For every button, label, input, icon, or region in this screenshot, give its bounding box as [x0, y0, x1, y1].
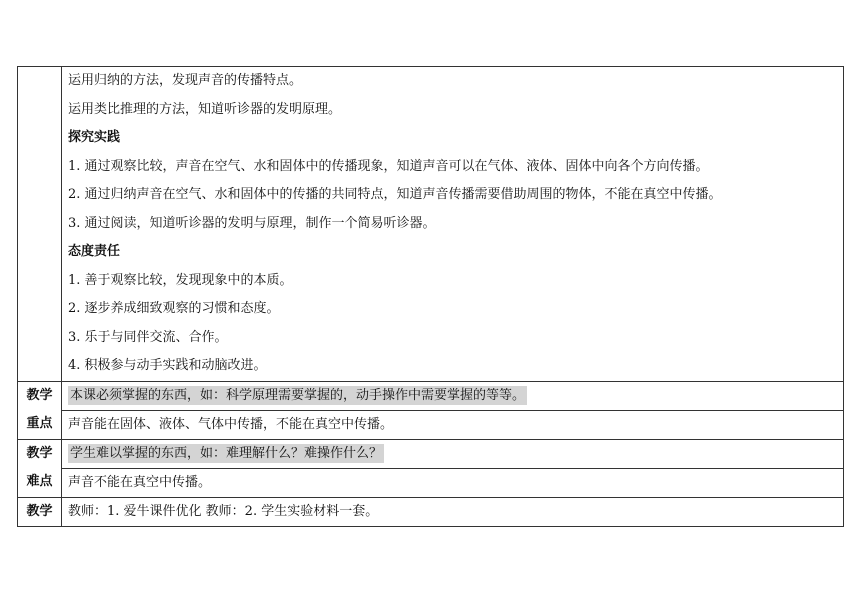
difficulties-hint-line [62, 440, 843, 468]
inquiry-item: 3. 通过阅读，知道听诊器的发明与原理，制作一个简易听诊器。 [68, 215, 436, 231]
attitude-heading: 态度责任 [68, 244, 121, 259]
difficulties-row [18, 439, 844, 497]
objective-line: 运用归纳的方法，发现声音的传播特点。 [68, 73, 303, 88]
attitude-item: 1. 善于观察比较，发现现象中的本质。 [68, 272, 293, 288]
objectives-row [18, 67, 844, 382]
preparation-content: 教师：1. 爱牛课件优化 教师：2. 学生实验材料一套。 [68, 503, 379, 519]
difficulties-label: 难点 [26, 474, 53, 489]
attitude-item: 2. 逐步养成细致观察的习惯和态度。 [68, 301, 280, 316]
objectives-label-cell [18, 67, 62, 382]
difficulties-content: 声音不能在真空中传播。 [62, 468, 843, 497]
difficulties-hint: 学生难以掌握的东西，如：难理解什么？难操作什么？ [70, 445, 383, 461]
difficulties-label: 教学 [26, 445, 53, 461]
difficulties-content-cell [62, 439, 844, 497]
lesson-plan-table [17, 66, 844, 527]
key-points-label-cell [18, 381, 62, 439]
key-points-label: 重点 [26, 416, 53, 431]
preparation-label: 教学 [26, 503, 53, 519]
key-points-hint: 本课必须掌握的东西，如：科学原理需要掌握的，动手操作中需要掌握的等等。 [70, 387, 526, 403]
difficulties-label-cell [18, 439, 62, 497]
key-points-hint-line [62, 382, 843, 410]
objectives-content-cell [62, 67, 844, 382]
preparation-row [18, 497, 844, 527]
attitude-item: 4. 积极参与动手实践和动脑改进。 [68, 358, 267, 373]
preparation-content-cell [62, 497, 844, 527]
objective-line: 运用类比推理的方法，知道听诊器的发明原理。 [68, 101, 342, 117]
key-points-label: 教学 [26, 387, 53, 403]
inquiry-item: 1. 通过观察比较，声音在空气、水和固体中的传播现象，知道声音可以在气体、液体、固体中向各个方向传播。 [68, 158, 709, 174]
key-points-row [18, 381, 844, 439]
inquiry-heading: 探究实践 [68, 130, 121, 145]
inquiry-item: 2. 通过归纳声音在空气、水和固体中的传播的共同特点，知道声音传播需要借助周围的物体，不能在真空中传播。 [68, 187, 722, 202]
attitude-item: 3. 乐于与同伴交流、合作。 [68, 329, 228, 345]
preparation-label-cell [18, 497, 62, 527]
key-points-content-cell [62, 381, 844, 439]
key-points-content: 声音能在固体、液体、气体中传播，不能在真空中传播。 [62, 410, 843, 439]
